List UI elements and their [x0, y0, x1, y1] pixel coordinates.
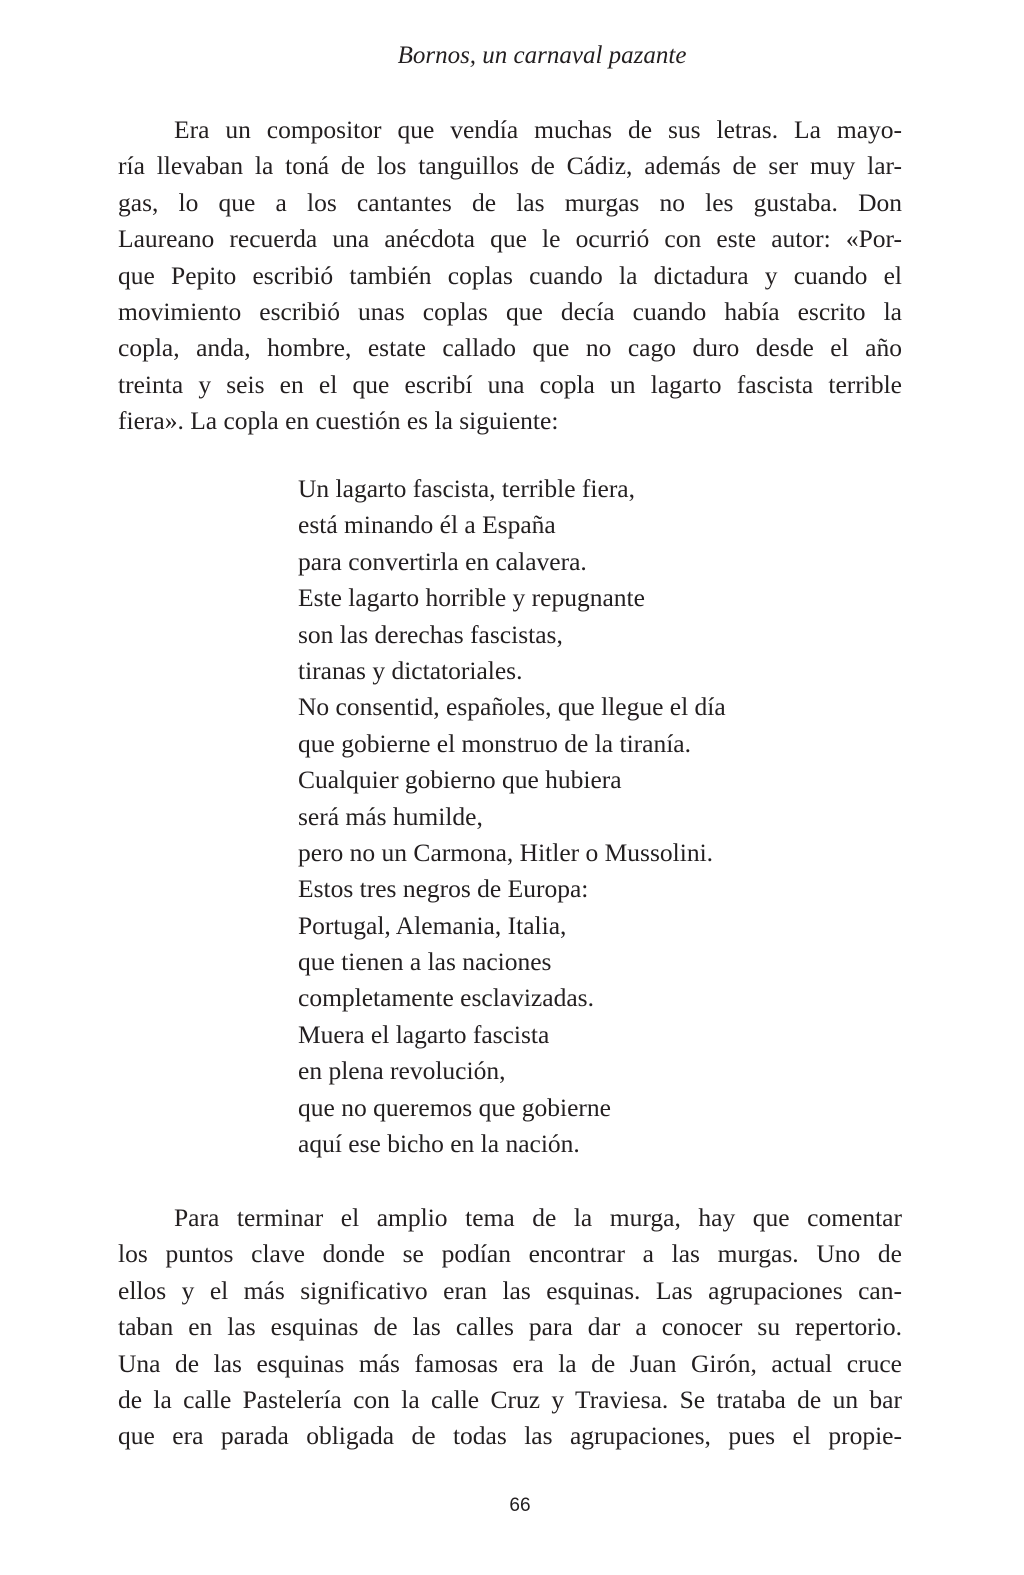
paragraph-line: que Pepito escribió también coplas cuando la dictadura y cuando el	[118, 260, 902, 290]
poem-verse: que gobierne el monstruo de la tiranía.	[298, 728, 691, 758]
poem-verse: Cualquier gobierno que hubiera	[298, 765, 622, 795]
poem-verse: está minando él a España	[298, 510, 556, 540]
paragraph-1	[118, 112, 902, 440]
paragraph-line: Para terminar el amplio tema de la murga, hay que comentar	[174, 1203, 902, 1232]
poem-verse: que tienen a las naciones	[298, 947, 552, 977]
paragraph-line: fiera». La copla en cuestión es la siguiente:	[118, 406, 559, 436]
paragraph-line: copla, anda, hombre, estate callado que no cago duro desde el año	[118, 333, 902, 363]
paragraph-line: movimiento escribió unas coplas que decía cuando había escrito la	[118, 296, 902, 326]
poem-verse: No consentid, españoles, que llegue el día	[298, 692, 726, 722]
poem-verse: son las derechas fascistas,	[298, 619, 563, 649]
poem-verse: pero no un Carmona, Hitler o Mussolini.	[298, 837, 714, 867]
paragraph-line: Laureano recuerda una anécdota que le ocurrió con este autor: «Por-	[118, 224, 902, 254]
paragraph-2	[118, 1200, 902, 1455]
paragraph-line: gas, lo que a los cantantes de las murgas no les gustaba. Don	[118, 187, 902, 217]
running-header: Bornos, un carnaval pazante	[397, 42, 687, 69]
poem-verse: Estos tres negros de Europa:	[298, 874, 589, 904]
page-number: 66	[509, 1495, 531, 1516]
paragraph-line: ría llevaban la toná de los tanguillos de Cádiz, además de ser muy lar-	[118, 151, 902, 181]
paragraph-line: Una de las esquinas más famosas era la de Juan Girón, actual cruce	[118, 1348, 902, 1378]
poem-verse: completamente esclavizadas.	[298, 983, 594, 1013]
poem-verse: que no queremos que gobierne	[298, 1092, 611, 1122]
paragraph-line: de la calle Pastelería con la calle Cruz y Traviesa. Se trataba de un bar	[118, 1384, 902, 1414]
poem-verse: tiranas y dictatoriales.	[298, 655, 523, 685]
paragraph-line: los puntos clave donde se podían encontrar a las murgas. Uno de	[118, 1239, 902, 1269]
paragraph-line: Era un compositor que vendía muchas de sus letras. La mayo-	[174, 115, 902, 144]
paragraph-line: ellos y el más significativo eran las esquinas. Las agrupaciones can-	[118, 1275, 902, 1305]
poem-block	[298, 471, 726, 1162]
paragraph-line: que era parada obligada de todas las agrupaciones, pues el propie-	[118, 1421, 902, 1451]
poem-verse: Un lagarto fascista, terrible fiera,	[298, 474, 636, 503]
paragraph-line: taban en las esquinas de las calles para dar a conocer su repertorio.	[118, 1312, 902, 1342]
poem-verse: Este lagarto horrible y repugnante	[298, 583, 645, 613]
poem-verse: para convertirla en calavera.	[298, 546, 587, 576]
poem-verse: Muera el lagarto fascista	[298, 1019, 550, 1049]
poem-verse: aquí ese bicho en la nación.	[298, 1129, 580, 1159]
poem-verse: será más humilde,	[298, 801, 483, 831]
poem-verse: Portugal, Alemania, Italia,	[298, 910, 567, 940]
poem-verse: en plena revolución,	[298, 1056, 506, 1086]
paragraph-line: treinta y seis en el que escribí una copla un lagarto fascista terrible	[118, 369, 902, 399]
